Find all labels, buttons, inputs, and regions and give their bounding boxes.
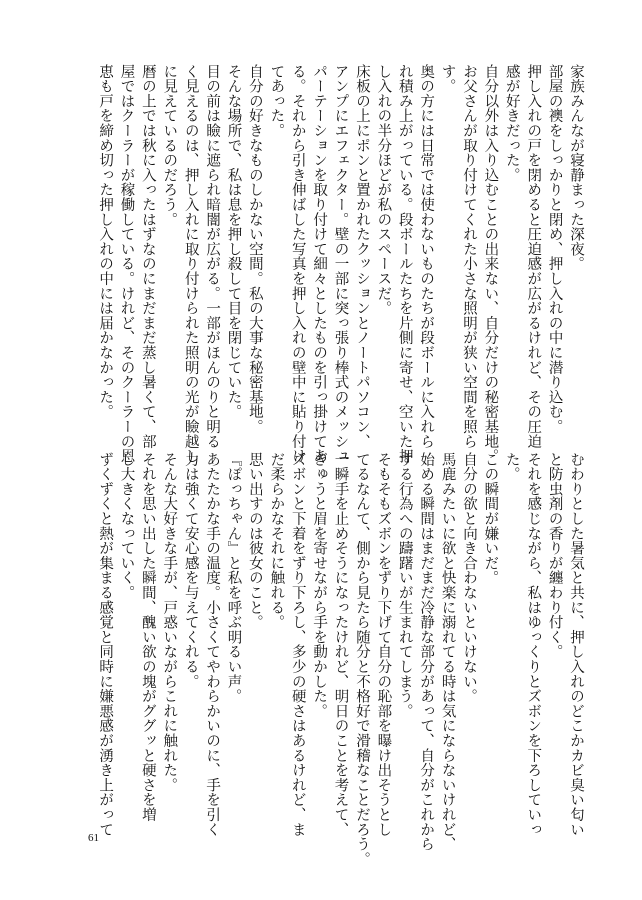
- text-line: 暦の上では秋に入ったはずなのにまだまだ蒸し暑くて、部: [139, 64, 156, 449]
- text-line: た。: [503, 452, 520, 482]
- text-line: お父さんが取り付けてくれた小さな照明が狭い空間を照ら: [460, 64, 477, 449]
- text-line: 奥の方には日常では使わないものたちが段ボールに入れら: [418, 64, 435, 449]
- text-line: 一瞬手を止めそうになったけれど、明日のことを考えて、: [332, 452, 349, 837]
- text-line: そんな大好きな手が、戸惑いながらこれに触れた。: [161, 452, 178, 793]
- text-line: そんな場所で、私は息を押し殺して目を閉じていた。: [225, 64, 242, 420]
- text-line: れ積み上がっている。段ボールたちを片側に寄せ、空いた押: [396, 64, 413, 464]
- text-line: てあった。: [268, 64, 285, 138]
- text-line: に見えているのだろう。: [161, 64, 178, 227]
- text-line: 思い出すのは彼女のこと。: [246, 452, 263, 630]
- text-line: し大きくなっていく。: [118, 452, 135, 600]
- text-line: 部屋の襖をしっかりと閉め、押し入れの中に潜り込む。: [546, 64, 563, 434]
- text-line: し入れの半分ほどが私のスペースだ。: [375, 64, 392, 316]
- text-line: 家族みんなが寝静まった深夜。: [568, 64, 584, 272]
- text-line: 恵も戸を締め切った押し入れの中には届かなかった。: [97, 64, 114, 420]
- text-line: する行為への躊躇いが生まれてしまう。: [396, 452, 413, 719]
- text-line: と防虫剤の香りが纏わり付く。: [546, 452, 563, 660]
- text-line: アンプにエフェクター。壁の一部に突っ張り棒式のメッシュ: [332, 64, 349, 464]
- text-block-top: [74, 64, 586, 464]
- text-line: 自分の欲と向き合わないといけない。: [460, 452, 477, 704]
- text-line: 屋ではクーラーが稼働している。けれど、そのクーラーの恩: [118, 64, 135, 464]
- text-line: 自分以外は入り込むことの出来ない、自分だけの秘密基地。: [482, 64, 499, 464]
- text-line: 始める瞬間はまだまだ冷静な部分があって、自分がこれから: [418, 452, 435, 852]
- text-line: あたたかな手の温度。小さくてやわらかいのに、手を引く: [204, 452, 221, 837]
- page-number: 61: [88, 832, 99, 844]
- text-line: す。: [439, 64, 456, 94]
- text-line: パーテーションを取り付けて細々としたものを引っ掛けてあ: [311, 64, 328, 464]
- text-line: ぎゅうと眉を寄せながら手を動かした。: [311, 452, 328, 719]
- text-line: それを感じながら、私はゆっくりとズボンを下ろしていっ: [525, 452, 542, 837]
- text-line: 目の前は瞼に遮られ暗闇が広がる。一部がほんのりと明る: [204, 64, 221, 449]
- text-line: それを思い出した瞬間、醜い欲の塊がググッと硬さを増: [139, 452, 156, 822]
- text-line: る。それから引き伸ばした写真を押し入れの壁中に貼り付け: [289, 64, 306, 464]
- text-line: だ柔らかなそれに触れる。: [268, 452, 285, 630]
- text-line: 感が好きだった。: [503, 64, 520, 183]
- text-line: てるなんて、側から見たら随分と不格好で滑稽なことだろう。: [353, 452, 370, 867]
- text-line: ずくずくと熱が集まる感覚と同時に嫌悪感が湧き上がって: [97, 452, 114, 837]
- text-line: 馬鹿みたいに欲と快楽に溺れてる時は気にならないけれど、: [439, 452, 456, 852]
- text-line: ズボンと下着をずり下ろし、多少の硬さはあるけれど、ま: [289, 452, 306, 837]
- text-line: 自分の好きなものしかない空間。私の大事な秘密基地。: [246, 64, 263, 434]
- text-line: く見えるのは、押し入れに取り付けられた照明の光が瞼越し: [182, 64, 199, 464]
- text-line: むわりとした暑気と共に、押し入れのどこかカビ臭い匂い: [568, 452, 584, 837]
- text-line: 力は強くて安心感を与えてくれる。: [182, 452, 199, 689]
- text-line: この瞬間が嫌いだ。: [482, 452, 499, 586]
- text-line: 『ぽっちゃん』と私を呼ぶ明るい声。: [225, 452, 242, 704]
- text-line: そもそもズボンをずり下げて自分の恥部を曝け出そうとし: [375, 452, 392, 837]
- text-line: 押し入れの戸を閉めると圧迫感が広がるけれど、その圧迫: [525, 64, 542, 449]
- text-line: 床板の上にポンと置かれたクッションとノートパソコン、: [353, 64, 370, 449]
